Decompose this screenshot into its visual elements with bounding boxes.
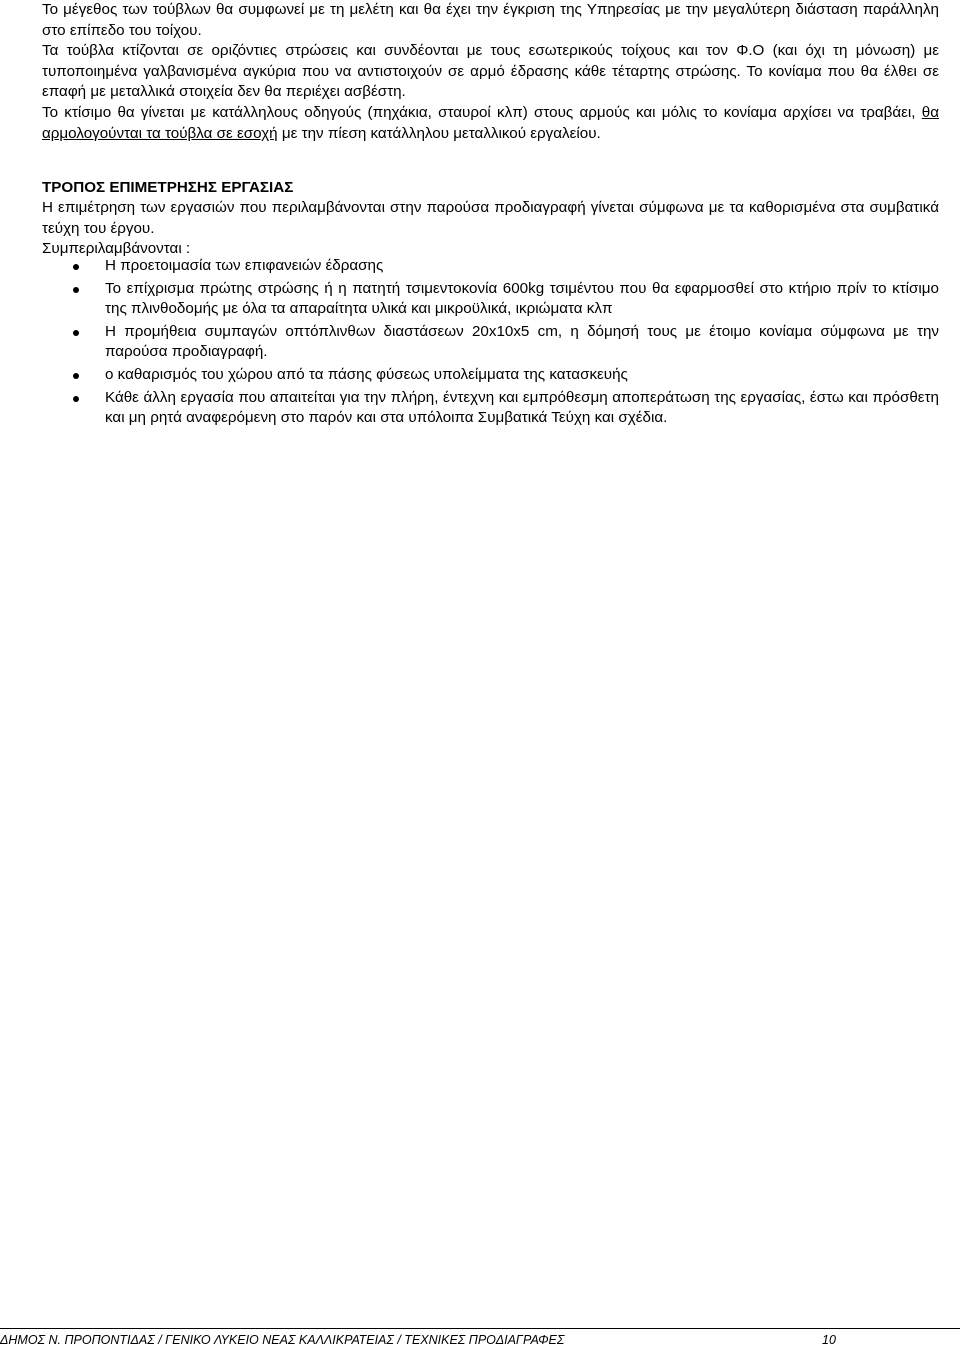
paragraph-pointing — [42, 103, 939, 144]
bullet-icon — [73, 330, 79, 336]
includes-list — [42, 256, 939, 431]
list-item — [42, 256, 939, 277]
list-item-text: ο καθαρισμός του χώρου από τα πάσης φύσεως υπολείμματα της κατασκευής — [105, 365, 628, 383]
underlined-phrase: θα αρμολογούνται τα τούβλα σε εσοχή — [42, 104, 939, 142]
list-item — [42, 322, 939, 363]
list-item-text: Η προμήθεια συμπαγών οπτόπλινθων διαστάσεων 20x10x5 cm, η δόμησή τους με έτοιμο κονίαμα σύμφωνα με την παρούσα προδιαγραφή. — [105, 322, 939, 361]
list-item-text: Κάθε άλλη εργασία που απαιτείται για την πλήρη, έντεχνη και εμπρόθεσμη αποπεράτωση της εργασίας, έστω και πρόσθετη και μη ρητά αναφερόμενη στο παρόν και στα υπόλοιπα Συμβατικά Τεύχη και σχέδια. — [105, 388, 939, 427]
includes-label: Συμπεριλαμβάνονται : — [42, 240, 191, 257]
measurement-intro: Η επιμέτρηση των εργασιών που περιλαμβάνονται στην παρούσα προδιαγραφή γίνεται σύμφωνα με τα καθορισμένα στα συμβατικά τεύχη του έργου. — [42, 199, 939, 237]
list-item — [42, 279, 939, 320]
bullet-icon — [73, 396, 79, 402]
page-number: 10 — [822, 1333, 836, 1347]
footer-title: ΔΗΜΟΣ Ν. ΠΡΟΠΟΝΤΙΔΑΣ / ΓΕΝΙΚΟ ΛΥΚΕΙΟ ΝΕΑΣ ΚΑΛΛΙΚΡΑΤΕΙΑΣ / ΤΕΧΝΙΚΕΣ ΠΡΟΔΙΑΓΡΑΦΕΣ — [0, 1333, 565, 1347]
footer-divider — [0, 1328, 960, 1329]
paragraph-brick-laying: Τα τούβλα κτίζονται σε οριζόντιες στρώσεις και συνδέονται με τους εσωτερικούς τοίχους και τον Φ.Ο (και όχι τη μόνωση) με τυποποιημένα γαλβανισμένα αγκύρια που να αντιστοιχούν σε αρμό έδρασης κάθε τέταρτης στρώσης. Το κονίαμα που θα έλθει σε επαφή με μεταλλικά στοιχεία δεν θα περιέχει ασβέστη. — [42, 42, 939, 101]
paragraph-pointing-start: Το κτίσιμο θα γίνεται με κατάλληλους οδηγούς (πηχάκια, σταυροί κλπ) στους αρμούς και μόλις το κονίαμα αρχίσει να τραβάει, — [42, 104, 922, 121]
bullet-icon — [73, 287, 79, 293]
list-item — [42, 365, 939, 386]
paragraph-brick-size: Το μέγεθος των τούβλων θα συμφωνεί με τη μελέτη και θα έχει την έγκριση της Υπηρεσίας με την μεγαλύτερη διάσταση παράλληλη στο επίπεδο του τοίχου. — [42, 1, 939, 39]
section-heading: ΤΡΟΠΟΣ ΕΠΙΜΕΤΡΗΣΗΣ ΕΡΓΑΣΙΑΣ — [42, 179, 294, 196]
list-item-text: Η προετοιμασία των επιφανειών έδρασης — [105, 257, 384, 274]
paragraph-pointing-end: με την πίεση κατάλληλου μεταλλικού εργαλείου. — [277, 124, 601, 142]
bullet-icon — [73, 373, 79, 379]
list-item — [42, 388, 939, 429]
list-item-text: Το επίχρισμα πρώτης στρώσης ή η πατητή τσιμεντοκονία 600kg τσιμέντου που θα εφαρμοσθεί στο κτήριο πρίν το κτίσιμο της πλινθοδομής με όλα τα απαραίτητα υλικά και μικροϋλικά, ικριώματα κλπ — [105, 279, 939, 318]
bullet-icon — [73, 264, 79, 270]
